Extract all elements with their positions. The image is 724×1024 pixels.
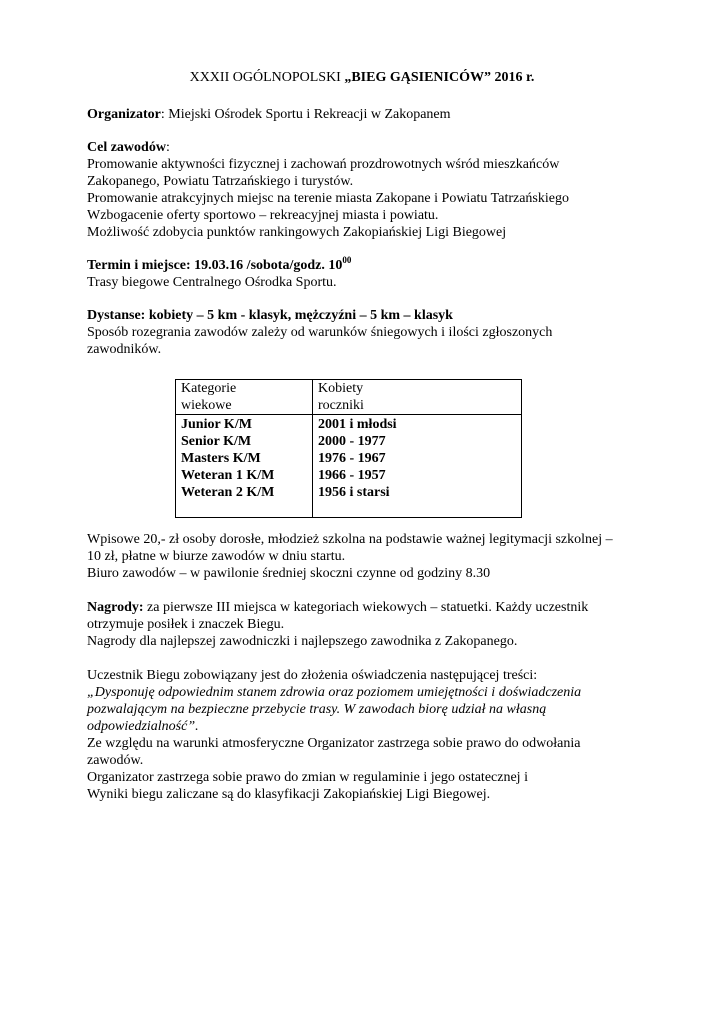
term-label: Termin i miejsce: 19.03.16 /sobota/godz. 10 bbox=[87, 258, 343, 273]
years-cell: 1956 i starsi bbox=[318, 485, 390, 500]
fee-line: Biuro zawodów – w pawilonie średniej skoczni czynne od godziny 8.30 bbox=[87, 566, 491, 581]
declaration-quote: pozwalającym na bezpieczne przebycie trasy. W zawodach biorę udział na własną bbox=[87, 702, 547, 717]
header-text: Kobiety bbox=[318, 381, 364, 396]
years-cell: 1976 - 1967 bbox=[318, 451, 386, 466]
category-cell: Weteran 2 K/M bbox=[181, 485, 275, 500]
declaration-line: zawodów. bbox=[87, 753, 144, 768]
table-row bbox=[176, 415, 522, 518]
declaration-line: Organizator zastrzega sobie prawo do zmian w regulaminie i jego ostatecznej i bbox=[87, 770, 528, 785]
declaration-section bbox=[87, 667, 667, 803]
prizes-label: Nagrody: bbox=[87, 600, 144, 615]
title-event-name: „BIEG GĄSIENICÓW” 2016 r. bbox=[344, 70, 535, 85]
term-hour-sup: 00 bbox=[342, 255, 352, 265]
organizer-label: Organizator bbox=[87, 107, 161, 122]
fee-section bbox=[87, 531, 667, 582]
declaration-quote: odpowiedzialność”. bbox=[87, 719, 199, 734]
years-cell: 1966 - 1957 bbox=[318, 468, 386, 483]
fee-line: Wpisowe 20,- zł osoby dorosłe, młodzież szkolna na podstawie ważnej legitymacji szkolnej – bbox=[87, 532, 613, 547]
years-cell: 2001 i młodsi bbox=[318, 417, 397, 432]
organizer-line bbox=[87, 106, 667, 123]
table-header-years bbox=[313, 380, 522, 415]
years-column bbox=[313, 415, 522, 518]
organizer-value: : Miejski Ośrodek Sportu i Rekreacji w Zakopanem bbox=[160, 107, 451, 122]
declaration-line: Ze względu na warunki atmosferyczne Organizator zastrzega sobie prawo do odwołania bbox=[87, 736, 581, 751]
category-column bbox=[176, 415, 313, 518]
category-cell: Junior K/M bbox=[181, 417, 252, 432]
years-cell: 2000 - 1977 bbox=[318, 434, 386, 449]
title-prefix: XXXII OGÓLNOPOLSKI bbox=[189, 70, 345, 85]
header-text: wiekowe bbox=[181, 398, 232, 413]
term-heading bbox=[87, 257, 667, 274]
goal-colon: : bbox=[165, 140, 170, 155]
prizes-line: Nagrody dla najlepszej zawodniczki i najlepszego zawodnika z Zakopanego. bbox=[87, 634, 518, 649]
header-text: Kategorie bbox=[181, 381, 237, 396]
prizes-first-line: za pierwsze III miejsca w kategoriach wiekowych – statuetki. Każdy uczestnik bbox=[143, 600, 589, 615]
declaration-intro: Uczestnik Biegu zobowiązany jest do złożenia oświadczenia następującej treści: bbox=[87, 668, 538, 683]
term-place: Trasy biegowe Centralnego Ośrodka Sportu. bbox=[87, 275, 337, 290]
goal-line: Promowanie atrakcyjnych miejsc na terenie miasta Zakopane i Powiatu Tatrzańskiego bbox=[87, 191, 569, 206]
distances-section bbox=[87, 307, 667, 358]
prizes-heading bbox=[87, 599, 667, 616]
term-section bbox=[87, 257, 667, 291]
table-header-row bbox=[176, 380, 522, 415]
prizes-line: otrzymuje posiłek i znaczek Biegu. bbox=[87, 617, 285, 632]
goal-line: Możliwość zdobycia punktów rankingowych Zakopiańskiej Ligi Biegowej bbox=[87, 225, 507, 240]
category-table bbox=[175, 379, 522, 518]
header-text: roczniki bbox=[318, 398, 364, 413]
declaration-quote: „Dysponuję odpowiednim stanem zdrowia oraz poziomem umiejętności i doświadczenia bbox=[87, 685, 582, 700]
fee-line: 10 zł, płatne w biurze zawodów w dniu startu. bbox=[87, 549, 346, 564]
category-cell: Weteran 1 K/M bbox=[181, 468, 275, 483]
category-cell: Masters K/M bbox=[181, 451, 261, 466]
goal-line: Promowanie aktywności fizycznej i zachowań prozdrowotnych wśród mieszkańców bbox=[87, 157, 560, 172]
distances-line: zawodników. bbox=[87, 342, 162, 357]
goal-label: Cel zawodów bbox=[87, 140, 166, 155]
distances-line: Sposób rozegrania zawodów zależy od warunków śniegowych i ilości zgłoszonych bbox=[87, 325, 553, 340]
category-cell: Senior K/M bbox=[181, 434, 252, 449]
page-title bbox=[0, 69, 724, 86]
table-header-category bbox=[176, 380, 313, 415]
distances-heading: Dystanse: kobiety – 5 km - klasyk, mężczyźni – 5 km – klasyk bbox=[87, 308, 453, 323]
declaration-line: Wyniki biegu zaliczane są do klasyfikacji Zakopiańskiej Ligi Biegowej. bbox=[87, 787, 491, 802]
goal-line: Wzbogacenie oferty sportowo – rekreacyjnej miasta i powiatu. bbox=[87, 208, 439, 223]
goal-section bbox=[87, 139, 667, 241]
prizes-section bbox=[87, 599, 667, 650]
goal-heading bbox=[87, 139, 667, 156]
goal-line: Zakopanego, Powiatu Tatrzańskiego i turystów. bbox=[87, 174, 354, 189]
